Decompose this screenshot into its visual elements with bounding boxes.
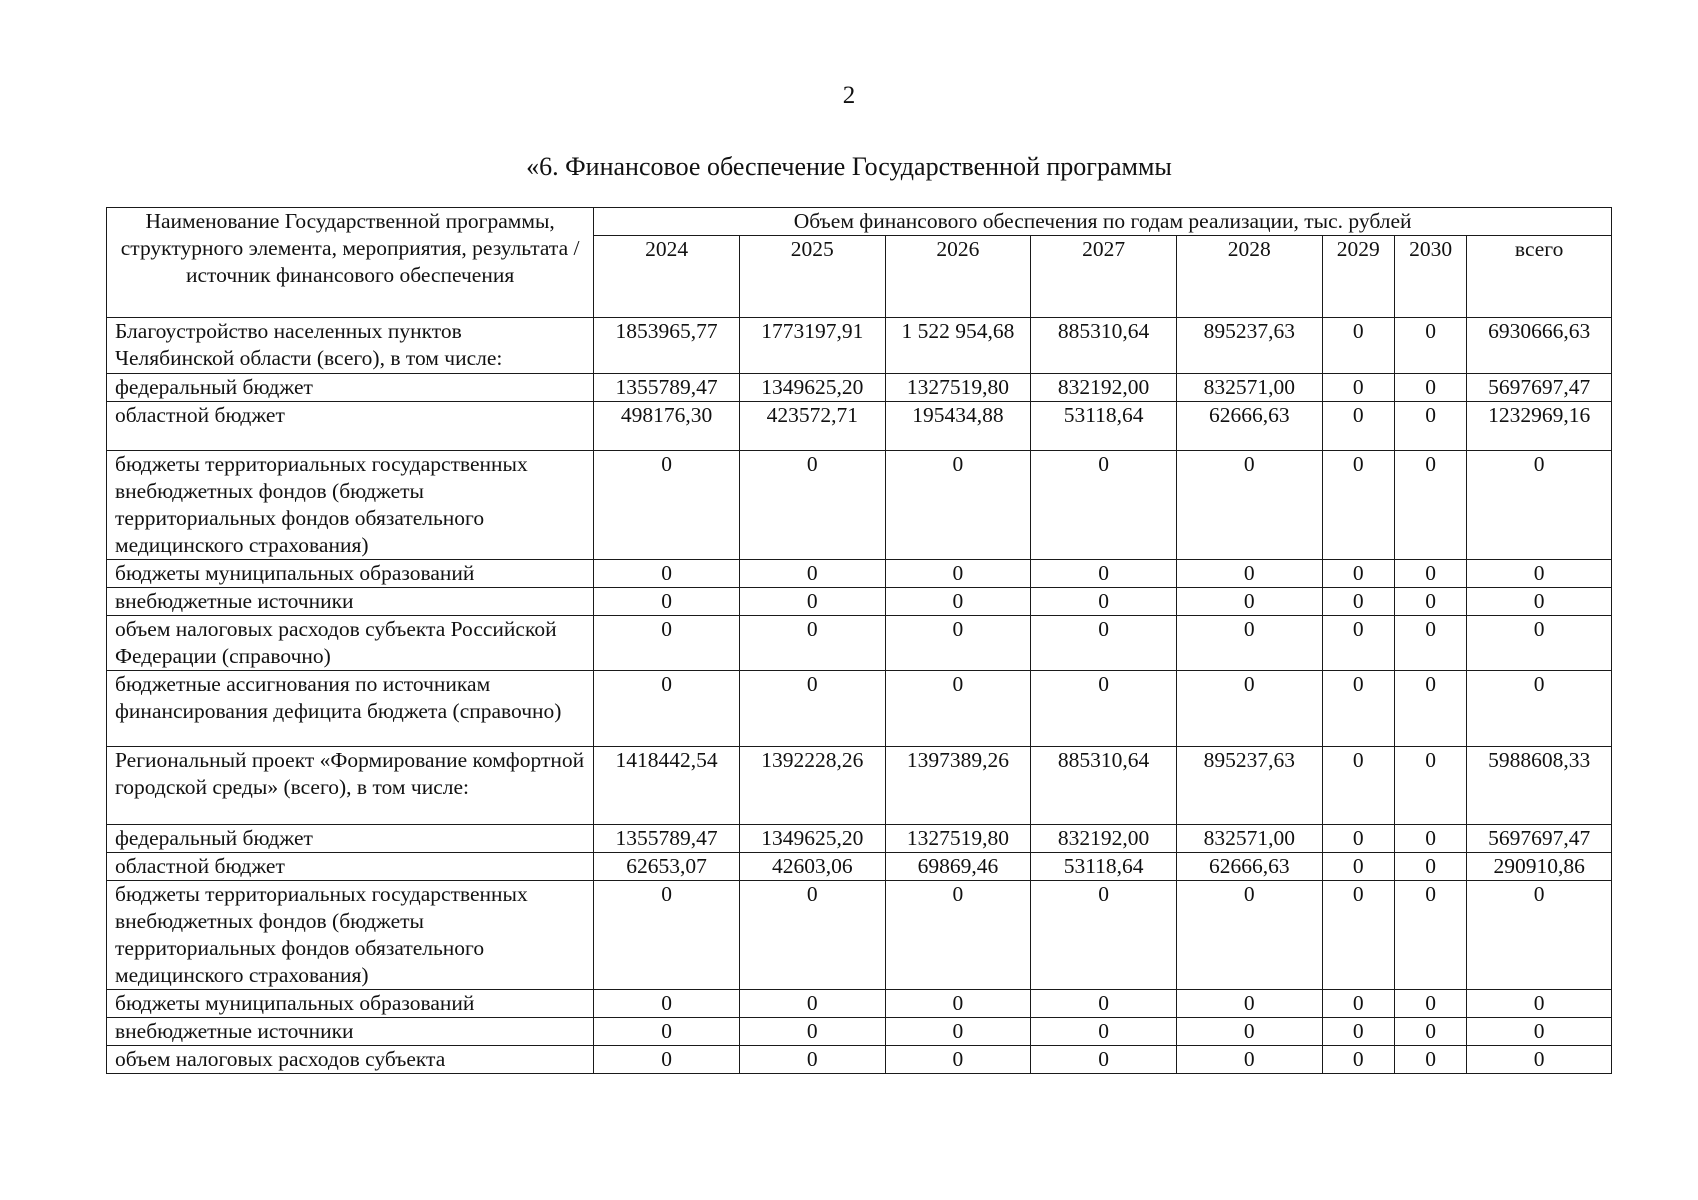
row-total-value: 1232969,16 <box>1467 402 1612 451</box>
row-total-value: 5988608,33 <box>1467 747 1612 825</box>
row-year-value: 1355789,47 <box>594 825 740 853</box>
row-year-value: 0 <box>1394 560 1466 588</box>
row-year-value: 1397389,26 <box>885 747 1031 825</box>
row-year-value: 0 <box>885 451 1031 560</box>
row-year-value: 69869,46 <box>885 853 1031 881</box>
row-year-value: 1392228,26 <box>739 747 885 825</box>
row-year-value: 0 <box>1031 616 1177 671</box>
row-year-value: 0 <box>1176 881 1322 990</box>
row-year-value: 0 <box>1322 825 1394 853</box>
row-year-value: 0 <box>594 588 740 616</box>
row-year-value: 832571,00 <box>1176 374 1322 402</box>
row-total-value: 0 <box>1467 1046 1612 1074</box>
header-year: 2030 <box>1394 236 1466 318</box>
row-year-value: 832192,00 <box>1031 374 1177 402</box>
row-year-value: 0 <box>1322 1046 1394 1074</box>
row-year-value: 0 <box>739 881 885 990</box>
row-year-value: 498176,30 <box>594 402 740 451</box>
row-year-value: 0 <box>885 1046 1031 1074</box>
row-year-value: 195434,88 <box>885 402 1031 451</box>
row-year-value: 0 <box>1322 853 1394 881</box>
row-year-value: 0 <box>1322 374 1394 402</box>
row-year-value: 1327519,80 <box>885 825 1031 853</box>
row-total-value: 0 <box>1467 451 1612 560</box>
row-name: объем налоговых расходов субъекта <box>107 1046 594 1074</box>
table-row <box>107 374 1612 402</box>
row-year-value: 53118,64 <box>1031 402 1177 451</box>
table-row <box>107 318 1612 374</box>
row-year-value: 0 <box>1031 560 1177 588</box>
row-year-value: 0 <box>594 560 740 588</box>
row-year-value: 0 <box>885 1018 1031 1046</box>
row-name: федеральный бюджет <box>107 825 594 853</box>
row-year-value: 832571,00 <box>1176 825 1322 853</box>
row-year-value: 0 <box>1394 747 1466 825</box>
row-year-value: 0 <box>1394 825 1466 853</box>
table-row <box>107 560 1612 588</box>
row-year-value: 0 <box>594 616 740 671</box>
financing-table <box>106 207 1612 1074</box>
row-year-value: 0 <box>1322 318 1394 374</box>
row-year-value: 0 <box>1176 451 1322 560</box>
table-row <box>107 881 1612 990</box>
table-row <box>107 747 1612 825</box>
table-row <box>107 451 1612 560</box>
row-total-value: 6930666,63 <box>1467 318 1612 374</box>
row-year-value: 0 <box>739 588 885 616</box>
header-funding-group: Объем финансового обеспечения по годам реализации, тыс. рублей <box>594 208 1612 236</box>
row-year-value: 0 <box>739 990 885 1018</box>
page-number: 2 <box>842 82 856 109</box>
row-year-value: 1853965,77 <box>594 318 740 374</box>
row-name: Региональный проект «Формирование комфортной городской среды» (всего), в том числе: <box>107 747 594 825</box>
row-year-value: 0 <box>1176 588 1322 616</box>
row-year-value: 0 <box>1394 1046 1466 1074</box>
row-year-value: 0 <box>885 990 1031 1018</box>
row-year-value: 0 <box>1394 451 1466 560</box>
row-year-value: 0 <box>1176 616 1322 671</box>
row-year-value: 895237,63 <box>1176 747 1322 825</box>
header-name-column: Наименование Государственной программы, структурного элемента, мероприятия, результата / источник финансового обеспечения <box>107 208 594 318</box>
row-name: бюджеты территориальных государственных внебюджетных фондов (бюджеты территориальных фондов обязательного медицинского страхования) <box>107 881 594 990</box>
row-year-value: 0 <box>594 881 740 990</box>
row-total-value: 0 <box>1467 1018 1612 1046</box>
row-name: внебюджетные источники <box>107 1018 594 1046</box>
row-year-value: 0 <box>1031 588 1177 616</box>
table-row <box>107 588 1612 616</box>
row-year-value: 0 <box>739 671 885 747</box>
row-year-value: 62666,63 <box>1176 402 1322 451</box>
header-year: 2025 <box>739 236 885 318</box>
row-total-value: 0 <box>1467 616 1612 671</box>
header-total: всего <box>1467 236 1612 318</box>
table-row <box>107 402 1612 451</box>
row-total-value: 0 <box>1467 881 1612 990</box>
row-year-value: 885310,64 <box>1031 318 1177 374</box>
row-year-value: 0 <box>739 1046 885 1074</box>
row-total-value: 0 <box>1467 560 1612 588</box>
header-year: 2024 <box>594 236 740 318</box>
row-year-value: 832192,00 <box>1031 825 1177 853</box>
row-year-value: 0 <box>1394 374 1466 402</box>
row-year-value: 0 <box>885 616 1031 671</box>
row-year-value: 0 <box>1394 588 1466 616</box>
row-year-value: 0 <box>1176 671 1322 747</box>
row-year-value: 0 <box>1322 616 1394 671</box>
row-year-value: 0 <box>1031 671 1177 747</box>
row-total-value: 0 <box>1467 990 1612 1018</box>
row-year-value: 0 <box>885 560 1031 588</box>
row-year-value: 62666,63 <box>1176 853 1322 881</box>
row-year-value: 0 <box>1322 881 1394 990</box>
row-year-value: 0 <box>885 588 1031 616</box>
row-year-value: 0 <box>1322 451 1394 560</box>
row-year-value: 0 <box>1031 451 1177 560</box>
row-year-value: 0 <box>1322 747 1394 825</box>
table-row <box>107 990 1612 1018</box>
row-year-value: 0 <box>885 671 1031 747</box>
row-year-value: 0 <box>1176 1018 1322 1046</box>
row-year-value: 0 <box>1322 560 1394 588</box>
table-row <box>107 616 1612 671</box>
row-year-value: 0 <box>1394 990 1466 1018</box>
row-year-value: 0 <box>1176 560 1322 588</box>
header-year: 2027 <box>1031 236 1177 318</box>
row-name: Благоустройство населенных пунктов Челябинской области (всего), в том числе: <box>107 318 594 374</box>
section-title: «6. Финансовое обеспечение Государственной программы <box>526 152 1172 181</box>
row-year-value: 0 <box>1176 1046 1322 1074</box>
row-year-value: 1 522 954,68 <box>885 318 1031 374</box>
row-year-value: 0 <box>1322 671 1394 747</box>
row-year-value: 1349625,20 <box>739 374 885 402</box>
row-year-value: 1418442,54 <box>594 747 740 825</box>
row-year-value: 0 <box>1031 1046 1177 1074</box>
header-year: 2029 <box>1322 236 1394 318</box>
row-year-value: 0 <box>594 990 740 1018</box>
table-row <box>107 671 1612 747</box>
row-year-value: 0 <box>1394 671 1466 747</box>
row-name: объем налоговых расходов субъекта Российской Федерации (справочно) <box>107 616 594 671</box>
row-year-value: 0 <box>739 560 885 588</box>
row-name: областной бюджет <box>107 402 594 451</box>
row-year-value: 0 <box>1322 990 1394 1018</box>
row-year-value: 1773197,91 <box>739 318 885 374</box>
row-year-value: 0 <box>1176 990 1322 1018</box>
row-name: бюджеты муниципальных образований <box>107 990 594 1018</box>
row-total-value: 5697697,47 <box>1467 825 1612 853</box>
row-year-value: 885310,64 <box>1031 747 1177 825</box>
row-year-value: 0 <box>739 1018 885 1046</box>
row-year-value: 0 <box>1394 853 1466 881</box>
row-name: внебюджетные источники <box>107 588 594 616</box>
row-year-value: 0 <box>1031 990 1177 1018</box>
row-name: областной бюджет <box>107 853 594 881</box>
row-year-value: 0 <box>1394 402 1466 451</box>
header-year: 2028 <box>1176 236 1322 318</box>
row-year-value: 0 <box>1394 616 1466 671</box>
row-year-value: 0 <box>1031 1018 1177 1046</box>
row-year-value: 0 <box>739 616 885 671</box>
row-name: бюджеты территориальных государственных внебюджетных фондов (бюджеты территориальных фондов обязательного медицинского страхования) <box>107 451 594 560</box>
table-body <box>107 318 1612 1074</box>
row-total-value: 290910,86 <box>1467 853 1612 881</box>
row-year-value: 62653,07 <box>594 853 740 881</box>
row-year-value: 1327519,80 <box>885 374 1031 402</box>
row-year-value: 53118,64 <box>1031 853 1177 881</box>
row-year-value: 0 <box>1322 1018 1394 1046</box>
row-year-value: 42603,06 <box>739 853 885 881</box>
row-year-value: 0 <box>1322 588 1394 616</box>
row-name: федеральный бюджет <box>107 374 594 402</box>
table-row <box>107 825 1612 853</box>
row-year-value: 0 <box>1394 881 1466 990</box>
row-total-value: 0 <box>1467 671 1612 747</box>
row-year-value: 0 <box>594 1046 740 1074</box>
table-row <box>107 1046 1612 1074</box>
row-year-value: 0 <box>594 1018 740 1046</box>
row-year-value: 0 <box>1394 1018 1466 1046</box>
row-year-value: 0 <box>1031 881 1177 990</box>
row-year-value: 0 <box>594 671 740 747</box>
row-year-value: 423572,71 <box>739 402 885 451</box>
row-year-value: 895237,63 <box>1176 318 1322 374</box>
row-year-value: 1349625,20 <box>739 825 885 853</box>
row-total-value: 5697697,47 <box>1467 374 1612 402</box>
row-name: бюджетные ассигнования по источникам финансирования дефицита бюджета (справочно) <box>107 671 594 747</box>
row-total-value: 0 <box>1467 588 1612 616</box>
row-year-value: 1355789,47 <box>594 374 740 402</box>
row-year-value: 0 <box>1394 318 1466 374</box>
header-year: 2026 <box>885 236 1031 318</box>
row-year-value: 0 <box>594 451 740 560</box>
row-name: бюджеты муниципальных образований <box>107 560 594 588</box>
row-year-value: 0 <box>739 451 885 560</box>
table-row <box>107 1018 1612 1046</box>
table-row <box>107 853 1612 881</box>
row-year-value: 0 <box>1322 402 1394 451</box>
row-year-value: 0 <box>885 881 1031 990</box>
